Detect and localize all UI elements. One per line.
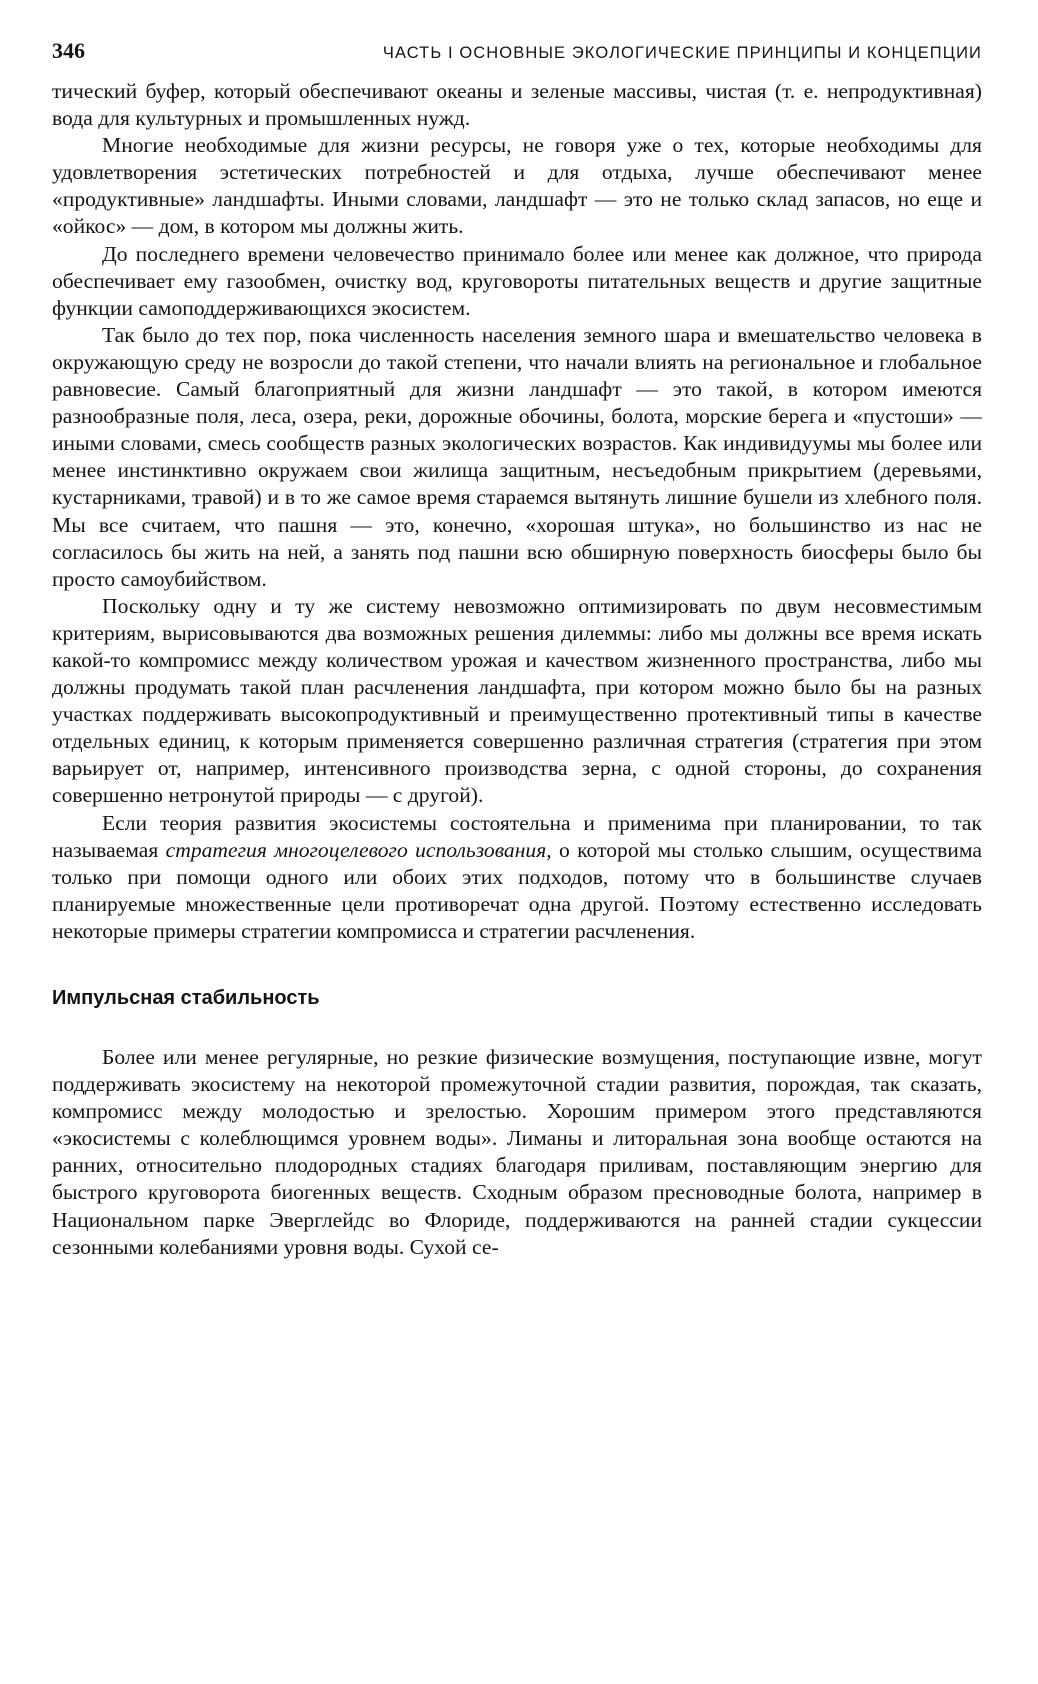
running-header xyxy=(52,38,982,64)
section-heading: Импульсная стабильность xyxy=(52,987,320,1009)
paragraph-text: Если теория развития экосистемы состоятельна и применима при планировании, то так называемая xyxy=(52,810,982,862)
section-paragraph: Более или менее регулярные, но резкие физические возмущения, поступающие извне, могут поддерживать экосистему на некоторой промежуточной стадии развития, порождая, так сказать, компромисс между молодостью и зрелостью. Хорошим примером этого представляются «экосистемы с колеблющимся уровнем воды». Лиманы и литоральная зона вообще остаются на ранних, относительно плодородных стадиях благодаря приливам, поставляющим энергию для быстрого круговорота биогенных веществ. Сходным образом пресноводные болота, например в Национальном парке Эверглейдс во Флориде, поддерживаются на ранней стадии сукцессии сезонными колебаниями уровня воды. Сухой се- xyxy=(52,1045,982,1259)
chapter-title: ЧАСТЬ I ОСНОВНЫЕ ЭКОЛОГИЧЕСКИЕ ПРИНЦИПЫ И КОНЦЕПЦИИ xyxy=(382,44,982,62)
book-page xyxy=(52,38,982,1261)
paragraph: До последнего времени человечество принимало более или менее как должное, что природа обеспечивает ему газообмен, очистку вод, круговороты питательных веществ и другие защитные функции самоподдерживающихся экосистем. xyxy=(52,241,982,320)
emphasized-term: стратегия многоцелевого использования, xyxy=(165,837,552,862)
paragraph: Многие необходимые для жизни ресурсы, не говоря уже о тех, которые необходимы для удовлетворения эстетических потребностей и для отдыха, лучше обеспечивают менее «продуктивные» ландшафты. Иными словами, ландшафт — это не только склад запасов, но еще и «ойкос» — дом, в котором мы должны жить. xyxy=(52,133,982,239)
paragraph: Поскольку одну и ту же систему невозможно оптимизировать по двум несовместимым критериям, вырисовываются два возможных решения дилеммы: либо мы должны все время искать какой-то компромисс между количеством урожая и качеством жизненного пространства, либо мы должны продумать такой план расчленения ландшафта, при котором можно было бы на разных участках поддерживать высокопродуктивный и преимущественно протективный типы в качестве отдельных единиц, к которым применяется совершенно различная стратегия (стратегия при этом варьирует от, например, интенсивного производства зерна, с одной стороны, до сохранения совершенно нетронутой природы — с другой). xyxy=(52,593,982,808)
paragraph-with-emphasis xyxy=(52,810,982,945)
page-number: 346 xyxy=(52,38,85,63)
paragraph: Так было до тех пор, пока численность населения земного шара и вмешательство человека в окружающую среду не возросли до такой степени, что начали влиять на региональное и глобальное равновесие. Самый благоприятный для жизни ландшафт — это такой, в котором имеются разнообразные поля, леса, озера, реки, дорожные обочины, болота, морские берега и «пустоши» — иными словами, смесь сообществ разных экологических возрастов. Как индивидуумы мы более или менее инстинктивно окружаем свои жилища защитным, несъедобным прикрытием (деревьями, кустарниками, травой) и в то же самое время стараемся вытянуть лишние бушели из хлебного поля. Мы все считаем, что пашня — это, конечно, «хорошая штука», но большинство из нас не согласилось бы жить на ней, а занять под пашни всю обширную поверхность биосферы было бы просто самоубийством. xyxy=(52,322,982,591)
paragraph-continuation: тический буфер, который обеспечивают океаны и зеленые массивы, чистая (т. е. непродуктивная) вода для культурных и промышленных нужд. xyxy=(52,79,982,131)
paragraph-text: о которой мы столько слышим, осуществима только при помощи одного или обоих этих подходов, потому что в большинстве случаев планируемые множественные цели противоречат одна другой. Поэтому естественно исследовать некоторые примеры стратегии компромисса и стратегии расчленения. xyxy=(52,837,982,943)
